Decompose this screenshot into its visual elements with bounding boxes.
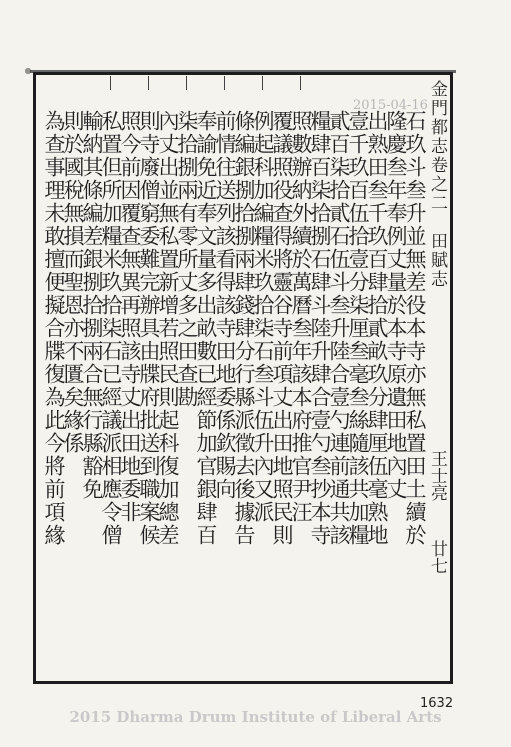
text-column: 則寺廢僧窮委難完辦具由牒府批送到職案候 — [137, 110, 161, 547]
text-column: 為查事理未敢擅便擬合牒復為此今將前項緣 — [42, 110, 66, 547]
header-number: 廿七 — [427, 540, 447, 574]
header-volume: 王士亮 — [427, 450, 447, 501]
text-column: 柒拾捌兩有零所丈多之田查勘 — [175, 110, 199, 409]
body-text — [40, 110, 427, 676]
text-column: 則於國稅無損而聖恩亦不匱矣緣係 — [61, 110, 85, 455]
text-column: 覆議照役查得將靈谷寺前項丈出田地照民則 — [270, 110, 294, 547]
column-tick — [186, 76, 187, 90]
text-column: 前情往送列該看得該寺田地委係欽賜向 — [213, 110, 237, 501]
text-column: 隆慶叁年奉例丈量於本寺原遺田地內丈 — [384, 110, 408, 501]
text-column: 石玖斗叁升並無差役本寺亦無私置田土續於 — [403, 110, 427, 547]
text-column: 奉諭免近奉文量多出畝數已經節加官銀肆百 — [194, 110, 218, 547]
text-column: 私置但所加糧米玖拾柒石已經議派相應令僧 — [99, 110, 123, 547]
column-tick — [110, 76, 111, 90]
column-tick — [224, 76, 225, 90]
text-column: 出熟田叁千玖百肆拾貳畝玖分肆厘伍毫熟地 — [365, 110, 389, 547]
header-title: 金門都志卷之二 田賦志 — [427, 80, 447, 289]
column-tick — [148, 76, 149, 90]
column-tick — [262, 76, 263, 90]
text-column: 照數辦納外續於萬曆叁年該本府推官尹汪 — [289, 110, 313, 524]
date-watermark: 2015-04-16 — [353, 98, 428, 113]
column-tick — [300, 76, 301, 90]
page-number: 1632 — [420, 696, 454, 711]
text-column: 糧肆百柒拾捌石肆斗陸升肆合壹勺叁抄本寺 — [308, 110, 332, 547]
text-column: 壹千玖百伍拾壹分柒厘叁毫叁絲隨該共加糧 — [346, 110, 370, 547]
footer-watermark: 2015 Dharma Drum Institute of Liberal Arts — [69, 708, 442, 726]
text-column: 內丈出並無私置新增若照民則起科復加總差 — [156, 110, 180, 547]
text-column: 貳百柒拾貳石伍斗叁升陸合壹勺連前通共該 — [327, 110, 351, 547]
text-column: 條編銀捌拾捌兩肆錢肆分行縣派徵去後據告 — [232, 110, 256, 547]
text-column: 輸納其條編差銀捌拾捌兩合無行縣豁免 — [80, 110, 104, 501]
text-column: 照今前因覆查無異再照該寺丈出田地委非 — [118, 110, 142, 524]
text-column: 例起科加編糧米玖拾柒石叁斗伍升內又派 — [251, 110, 275, 524]
